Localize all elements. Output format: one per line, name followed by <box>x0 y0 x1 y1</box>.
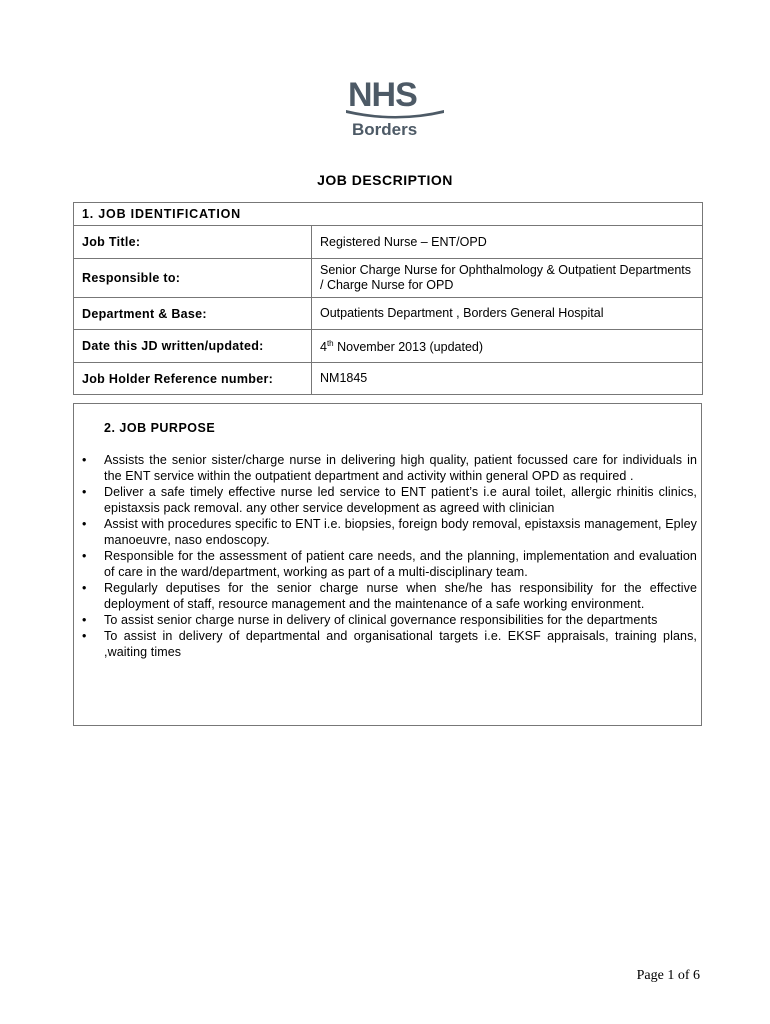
job-identification-heading: 1. JOB IDENTIFICATION <box>74 203 703 226</box>
bullet-icon: • <box>82 485 87 499</box>
document-title: JOB DESCRIPTION <box>317 172 453 188</box>
department-value: Outpatients Department , Borders General Hospital <box>312 298 703 330</box>
job-title-value: Registered Nurse – ENT/OPD <box>312 226 703 259</box>
job-purpose-section <box>73 403 702 726</box>
list-item: • Deliver a safe timely effective nurse led service to ENT patient’s i.e aural toilet, allergic rhinitis clinics, epistaxsis pack removal. any other service development as agreed with clinician <box>82 485 697 515</box>
logo-borders-text: Borders <box>352 120 418 139</box>
reference-number-value: NM1845 <box>312 363 703 395</box>
bullet-icon: • <box>82 453 87 467</box>
department-label: Department & Base: <box>74 298 312 330</box>
bullet-icon: • <box>82 581 87 595</box>
bullet-icon: • <box>82 517 87 531</box>
date-day: 4 <box>320 340 327 355</box>
list-item: • To assist in delivery of departmental and organisational targets i.e. EKSF appraisals, training plans, ,waiting times <box>82 629 697 659</box>
reference-number-label: Job Holder Reference number: <box>74 363 312 395</box>
responsible-to-label: Responsible to: <box>74 259 312 298</box>
page-number: Page 1 of 6 <box>636 968 700 983</box>
date-ordinal: th <box>326 339 334 349</box>
bullet-icon: • <box>82 629 87 643</box>
list-item: • To assist senior charge nurse in delivery of clinical governance responsibilities for the departments <box>82 613 658 627</box>
date-updated-value <box>312 330 703 363</box>
job-purpose-list <box>74 452 697 660</box>
job-purpose-heading: 2. JOB PURPOSE <box>104 421 216 435</box>
job-title-label: Job Title: <box>74 226 312 259</box>
list-item: • Assists the senior sister/charge nurse in delivering high quality, patient focussed care for individuals in the ENT service within the outpatient department and activity within general OPD as required . <box>82 453 697 483</box>
date-updated-label: Date this JD written/updated: <box>74 330 312 363</box>
logo-nhs-text: NHS <box>348 76 417 114</box>
job-identification-table <box>73 202 703 395</box>
list-item: • Responsible for the assessment of patient care needs, and the planning, implementation and evaluation of care in the ward/department, working as part of a multi-disciplinary team. <box>82 549 697 579</box>
list-item: • Regularly deputises for the senior charge nurse when she/he has responsibility for the effective deployment of staff, resource management and the maintenance of a safe working environment. <box>82 581 697 611</box>
responsible-to-value: Senior Charge Nurse for Ophthalmology & Outpatient Departments / Charge Nurse for OPD <box>312 259 703 298</box>
bullet-icon: • <box>82 549 87 563</box>
nhs-borders-logo <box>340 78 452 148</box>
bullet-icon: • <box>82 613 87 627</box>
list-item: • Assist with procedures specific to ENT i.e. biopsies, foreign body removal, epistaxsis management, Epley manoeuvre, naso endoscopy. <box>82 517 697 547</box>
date-rest: November 2013 (updated) <box>333 340 484 355</box>
